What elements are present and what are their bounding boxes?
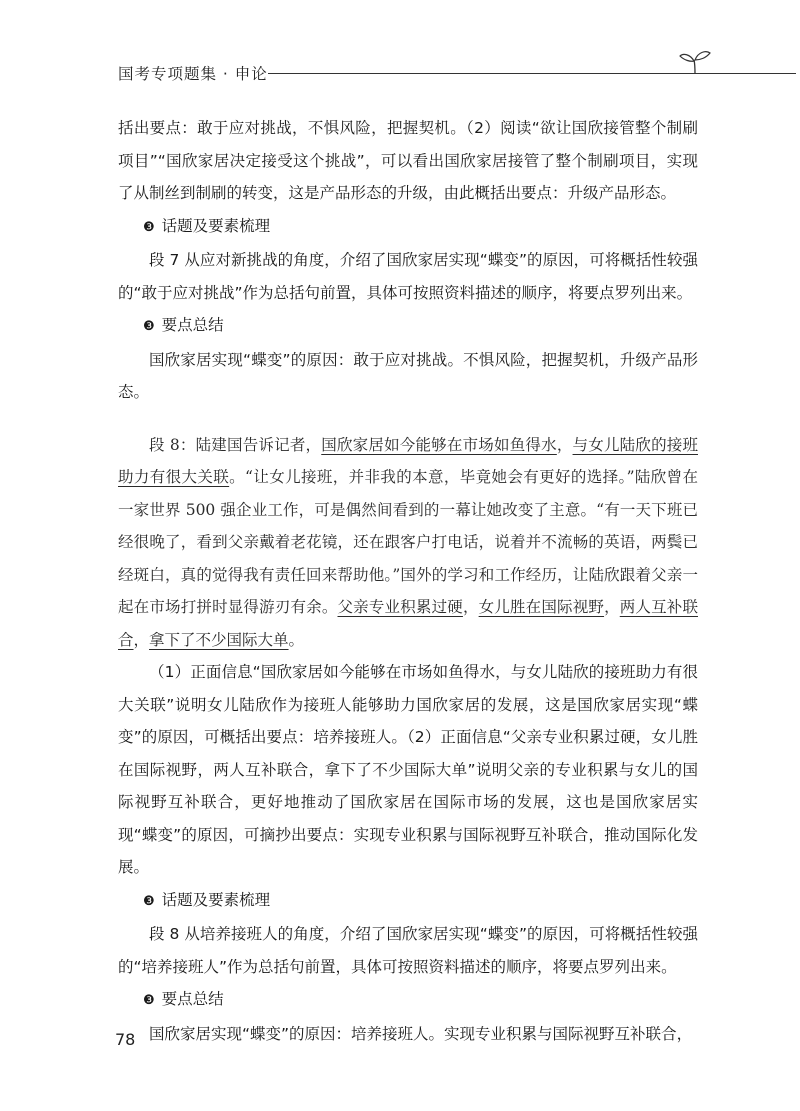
source-material-paragraph	[118, 429, 698, 657]
bullet-icon: ❸	[143, 993, 155, 1008]
source-text: ，	[133, 630, 150, 649]
paragraph-3: 国欣家居实现“蝶变”的原因：敢于应对挑战。不惧风险，把握契机，升级产品形态。	[118, 350, 698, 401]
underlined-text: 女儿胜在国际视野	[478, 598, 605, 616]
underlined-text: 拿下了不少国际大单	[149, 630, 289, 649]
bullet-icon: ❸	[143, 219, 155, 235]
paragraph-5: 段 8 从培养接班人的角度，介绍了国欣家居实现“蝶变”的原因，可将概括性较强的“培养接班人”作为总括句前置，具体可按照资料描述的顺序，将要点罗列出来。	[118, 925, 698, 976]
section-heading-topic	[118, 884, 698, 919]
header-title: 国考专项题集 · 申论	[118, 65, 268, 83]
underlined-text: 国欣家居如今能够在市场如鱼得水	[321, 435, 557, 454]
spacer	[118, 409, 698, 429]
bullet-icon: ❸	[143, 893, 155, 909]
section-heading-summary	[118, 309, 698, 344]
source-text: ，	[556, 435, 573, 454]
section-heading-label: 要点总结	[161, 990, 224, 1008]
section-heading-label: 话题及要素梳理	[161, 216, 271, 235]
section-heading-topic	[118, 210, 698, 245]
section-heading-label: 要点总结	[161, 316, 224, 334]
paragraph-2: 段 7 从应对新挑战的角度，介绍了国欣家居实现“蝶变”的原因，可将概括性较强的“敢于应对挑战”作为总括句前置，具体可按照资料描述的顺序，将要点罗列出来。	[118, 251, 698, 302]
underlined-text: 两人互补联合	[118, 598, 698, 649]
header-rule	[268, 73, 796, 74]
underlined-text: 父亲专业积累过硬	[337, 598, 463, 616]
paragraph-6: 国欣家居实现“蝶变”的原因：培养接班人。实现专业积累与国际视野互补联合，	[149, 1024, 693, 1043]
source-text: ，	[462, 598, 479, 616]
page-header	[118, 58, 708, 88]
paragraph-1: 括出要点：敢于应对挑战，不惧风险，把握契机。（2）阅读“欲让国欣接管整个制刷项目”“国欣家居决定接受这个挑战”，可以看出国欣家居接管了整个制刷项目，实现了从制丝到制刷的转变，这是产品形态的升级，由此概括出要点：升级产品形态。	[118, 119, 698, 202]
page-number: 78	[115, 1030, 136, 1049]
sprout-icon	[678, 48, 712, 76]
bullet-icon: ❸	[143, 319, 155, 334]
underlined-text: 与女儿陆欣的接班助力有很大关联	[118, 435, 698, 486]
source-text: 。	[288, 630, 305, 649]
source-text: ，	[604, 598, 620, 616]
source-text: 段 8：陆建国告诉记者，	[149, 435, 322, 454]
section-heading-label: 话题及要素梳理	[161, 890, 271, 909]
page-content	[118, 112, 698, 1050]
source-text: 。“让女儿接班，并非我的本意，毕竟她会有更好的选择。”陆欣曾在一家世界 500 强企业工作，可是偶然间看到的一幕让她改变了主意。“有一天下班已经很晚了，看到父亲戴着老花镜，还在跟客户打电话，说着并不流畅的英语，两鬓已经斑白，真的觉得我有责任回来帮助他。”国外的学习和工作经历，让陆欣跟着父亲一起在市场打拼时显得游刃有余。	[118, 468, 698, 616]
section-heading-summary	[118, 983, 698, 1018]
paragraph-4: （1）正面信息“国欣家居如今能够在市场如鱼得水，与女儿陆欣的接班助力有很大关联”说明女儿陆欣作为接班人能够助力国欣家居的发展，这是国欣家居实现“蝶变”的原因，可概括出要点：培养接班人。（2）正面信息“父亲专业积累过硬，女儿胜在国际视野，两人互补联合，拿下了不少国际大单”说明父亲的专业积累与女儿的国际视野互补联合，更好地推动了国欣家居在国际市场的发展，这也是国欣家居实现“蝶变”的原因，可摘抄出要点：实现专业积累与国际视野互补联合，推动国际化发展。	[118, 663, 698, 876]
